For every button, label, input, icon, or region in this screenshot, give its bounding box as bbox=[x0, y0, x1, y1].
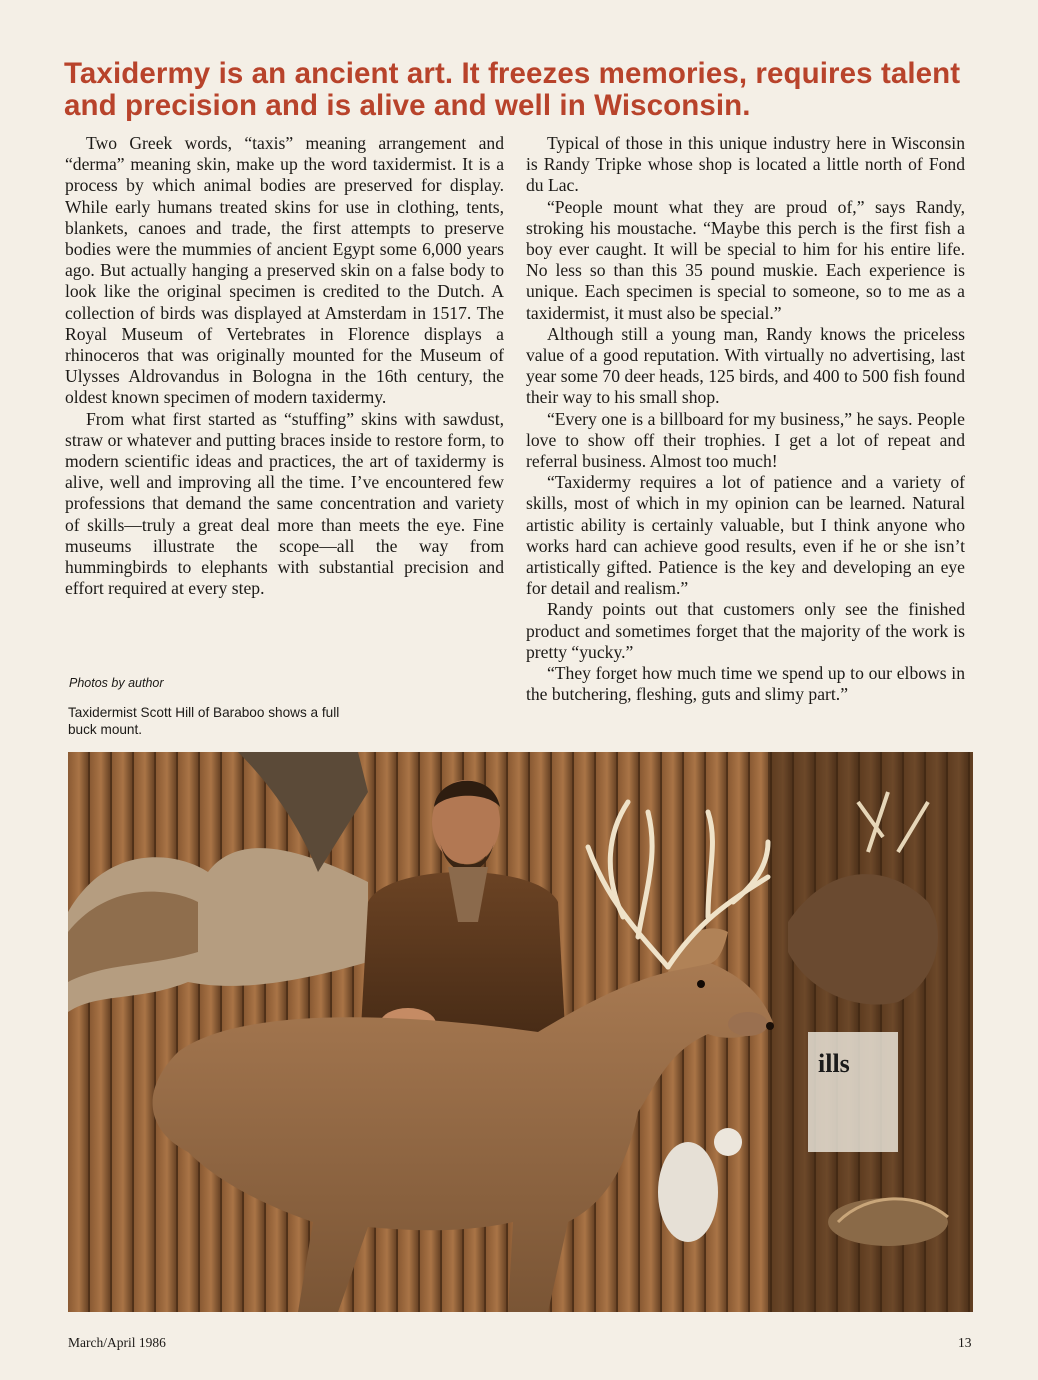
left-column bbox=[65, 133, 504, 599]
paragraph: “Taxidermy requires a lot of patience and a variety of skills, most of which in my opinion can be learned. Natural artistic ability is certainly valuable, but I think anyone who works hard can achieve good results, even if he or she isn’t artistically gifted. Patience is the key and developing an eye for detail and realism.” bbox=[526, 472, 965, 599]
paragraph: Typical of those in this unique industry here in Wisconsin is Randy Tripke whose shop is located a little north of Fond du Lac. bbox=[526, 133, 965, 196]
paragraph: “People mount what they are proud of,” says Randy, stroking his moustache. “Maybe this perch is the first fish a boy ever caught. It will be special to him for his entire life. No less so than this 35 pound muskie. Each experience is unique. Each specimen is special to someone, so to me as a taxidermist, it must also be special.” bbox=[526, 196, 965, 323]
footer-date: March/April 1986 bbox=[68, 1335, 166, 1350]
photo-credit: Photos by author bbox=[69, 676, 164, 690]
paragraph: Two Greek words, “taxis” meaning arrangement and “derma” meaning skin, make up the word taxidermist. It is a process by which animal bodies are preserved for display. While early humans treated skins for use in clothing, tents, blankets, canoes and trade, the first attempts to preserve bodies were the mummies of ancient Egypt some 6,000 years ago. But actually hanging a preserved skin on a false body to look like the original specimen is credited to the Dutch. A collection of birds was displayed at Amsterdam in 1517. The Royal Museum of Vertebrates in Florence displays a rhinoceros that was originally mounted for the Museum of Ulysses Aldrovandus in Bologna in the 16th century, the oldest known specimen of modern taxidermy. bbox=[65, 133, 504, 408]
sign-text: ills bbox=[818, 1049, 850, 1078]
photo-illustration bbox=[68, 752, 973, 1312]
taxidermist-photo bbox=[68, 752, 973, 1312]
paragraph: “Every one is a billboard for my business,” he says. People love to show off their trophies. I get a lot of repeat and referral business. Almost too much! bbox=[526, 408, 965, 472]
headline: Taxidermy is an ancient art. It freezes memories, requires talent and precision and is alive and well in Wisconsin. bbox=[64, 57, 961, 122]
photo-caption: Taxidermist Scott Hill of Baraboo shows a full buck mount. bbox=[68, 705, 340, 737]
paragraph: Randy points out that customers only see the finished product and sometimes forget that the majority of the work is pretty “yucky.” bbox=[526, 599, 965, 662]
paragraph: Although still a young man, Randy knows the priceless value of a good reputation. With virtually no advertising, last year some 70 deer heads, 125 birds, and 400 to 500 fish found their way to his small shop. bbox=[526, 323, 965, 408]
paragraph: From what first started as “stuffing” skins with sawdust, straw or whatever and putting braces inside to restore form, to modern scientific ideas and practices, the art of taxidermy is alive, well and improving all the time. I’ve encountered few professions that demand the same concentration and variety of skills—truly a great deal more than meets the eye. Fine museums illustrate the scope—all the way from hummingbirds to elephants with substantial precision and effort required at every step. bbox=[65, 408, 504, 599]
paragraph: “They forget how much time we spend up to our elbows in the butchering, fleshing, guts and slimy part.” bbox=[526, 663, 965, 705]
right-column bbox=[526, 133, 965, 705]
page-number: 13 bbox=[958, 1335, 972, 1350]
